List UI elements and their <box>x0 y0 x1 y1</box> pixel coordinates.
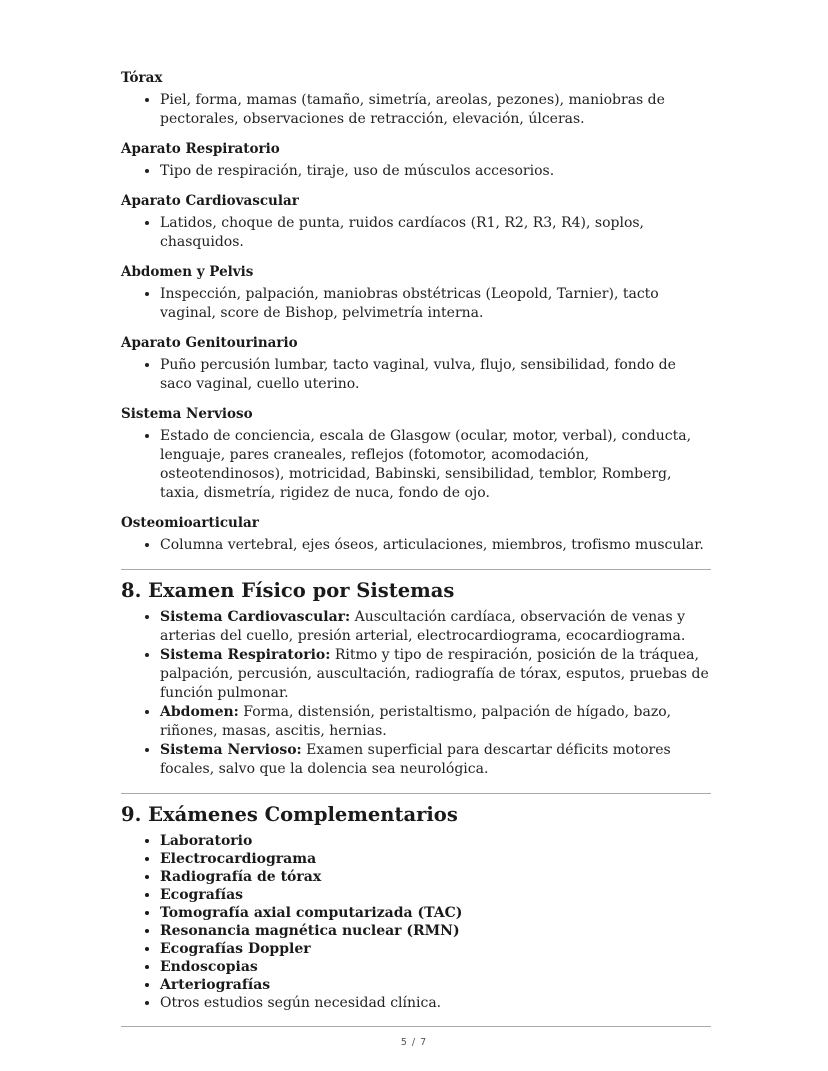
bullet-list <box>121 356 711 394</box>
subsection-sistema-nervioso <box>121 406 711 503</box>
list-item: • Piel, forma, mamas (tamaño, simetría, areolas, pezones), maniobras de pectorales, observaciones de retracción, elevación, úlceras. <box>160 91 711 129</box>
section-title: 9. Exámenes Complementarios <box>121 803 458 826</box>
list-item: • Endoscopias <box>160 958 711 976</box>
page-number: 5 / 7 <box>400 1037 428 1048</box>
list-item: • Columna vertebral, ejes óseos, articulaciones, miembros, trofismo muscular. <box>160 536 711 555</box>
list-item: • Inspección, palpación, maniobras obstétricas (Leopold, Tarnier), tacto vaginal, score de Bishop, pelvimetría interna. <box>160 285 711 323</box>
subsection-aparato-genitourinario <box>121 335 711 394</box>
bullet-list <box>121 214 711 252</box>
section-divider <box>121 569 711 570</box>
list-item: • Laboratorio <box>160 832 711 850</box>
item-lead-label: Sistema Cardiovascular: <box>160 609 351 625</box>
item-text: Forma, distensión, peristaltismo, palpación de hígado, bazo, riñones, masas, ascitis, hernias. <box>160 704 672 739</box>
subsection-torax <box>121 70 711 129</box>
list-item <box>160 608 711 646</box>
item-lead-label: Sistema Nervioso: <box>160 742 302 758</box>
bullet-list <box>121 832 711 1012</box>
section-9-examenes-complementarios <box>121 804 711 1012</box>
subsection-abdomen-pelvis <box>121 264 711 323</box>
list-item: • Resonancia magnética nuclear (RMN) <box>160 922 711 940</box>
list-item: • Tomografía axial computarizada (TAC) <box>160 904 711 922</box>
bullet-list <box>121 536 711 555</box>
section-divider <box>121 793 711 794</box>
bullet-list <box>121 162 711 181</box>
subsection-title: Aparato Genitourinario <box>121 335 298 351</box>
list-item: • Radiografía de tórax <box>160 868 711 886</box>
item-text: Ritmo y tipo de respiración, posición de la tráquea, palpación, percusión, auscultación, radiografía de tórax, esputos, pruebas de función pulmonar. <box>160 647 709 701</box>
list-item <box>160 646 711 703</box>
list-item <box>160 741 711 779</box>
subsection-title: Abdomen y Pelvis <box>121 264 254 280</box>
list-item <box>160 703 711 741</box>
section-divider <box>121 1026 711 1027</box>
subsection-title: Aparato Respiratorio <box>121 141 280 157</box>
page-content <box>121 70 711 1037</box>
bullet-list <box>121 427 711 503</box>
section-title: 8. Examen Físico por Sistemas <box>121 579 455 602</box>
subsection-title: Sistema Nervioso <box>121 406 253 422</box>
list-item: • Ecografías <box>160 886 711 904</box>
subsection-title: Aparato Cardiovascular <box>121 193 299 209</box>
list-item: • Arteriografías <box>160 976 711 994</box>
bullet-list <box>121 285 711 323</box>
list-item: • Latidos, choque de punta, ruidos cardíacos (R1, R2, R3, R4), soplos, chasquidos. <box>160 214 711 252</box>
section-8-examen-fisico-por-sistemas <box>121 580 711 779</box>
subsection-title: Osteomioarticular <box>121 515 259 531</box>
list-item: • Electrocardiograma <box>160 850 711 868</box>
bullet-list <box>121 91 711 129</box>
list-item: • Estado de conciencia, escala de Glasgow (ocular, motor, verbal), conducta, lenguaje, pares craneales, reflejos (fotomotor, acomodación, osteotendinosos), motricidad, Babinski, sensibilidad, temblor, Romberg, taxia, dismetría, rigidez de nuca, fondo de ojo. <box>160 427 711 503</box>
subsection-aparato-respiratorio <box>121 141 711 181</box>
list-item: • Otros estudios según necesidad clínica. <box>160 994 711 1012</box>
list-item: • Ecografías Doppler <box>160 940 711 958</box>
subsection-title: Tórax <box>121 70 163 86</box>
bullet-list <box>121 608 711 779</box>
item-lead-label: Sistema Respiratorio: <box>160 647 331 663</box>
list-item: • Puño percusión lumbar, tacto vaginal, vulva, flujo, sensibilidad, fondo de saco vaginal, cuello uterino. <box>160 356 711 394</box>
list-item: • Tipo de respiración, tiraje, uso de músculos accesorios. <box>160 162 711 181</box>
item-text: Auscultación cardíaca, observación de venas y arterias del cuello, presión arterial, electrocardiograma, ecocardiograma. <box>160 609 686 644</box>
subsection-aparato-cardiovascular <box>121 193 711 252</box>
subsection-osteomioarticular <box>121 515 711 555</box>
item-lead-label: Abdomen: <box>160 704 239 720</box>
item-text: Examen superficial para descartar déficits motores focales, salvo que la dolencia sea neurológica. <box>160 742 671 777</box>
